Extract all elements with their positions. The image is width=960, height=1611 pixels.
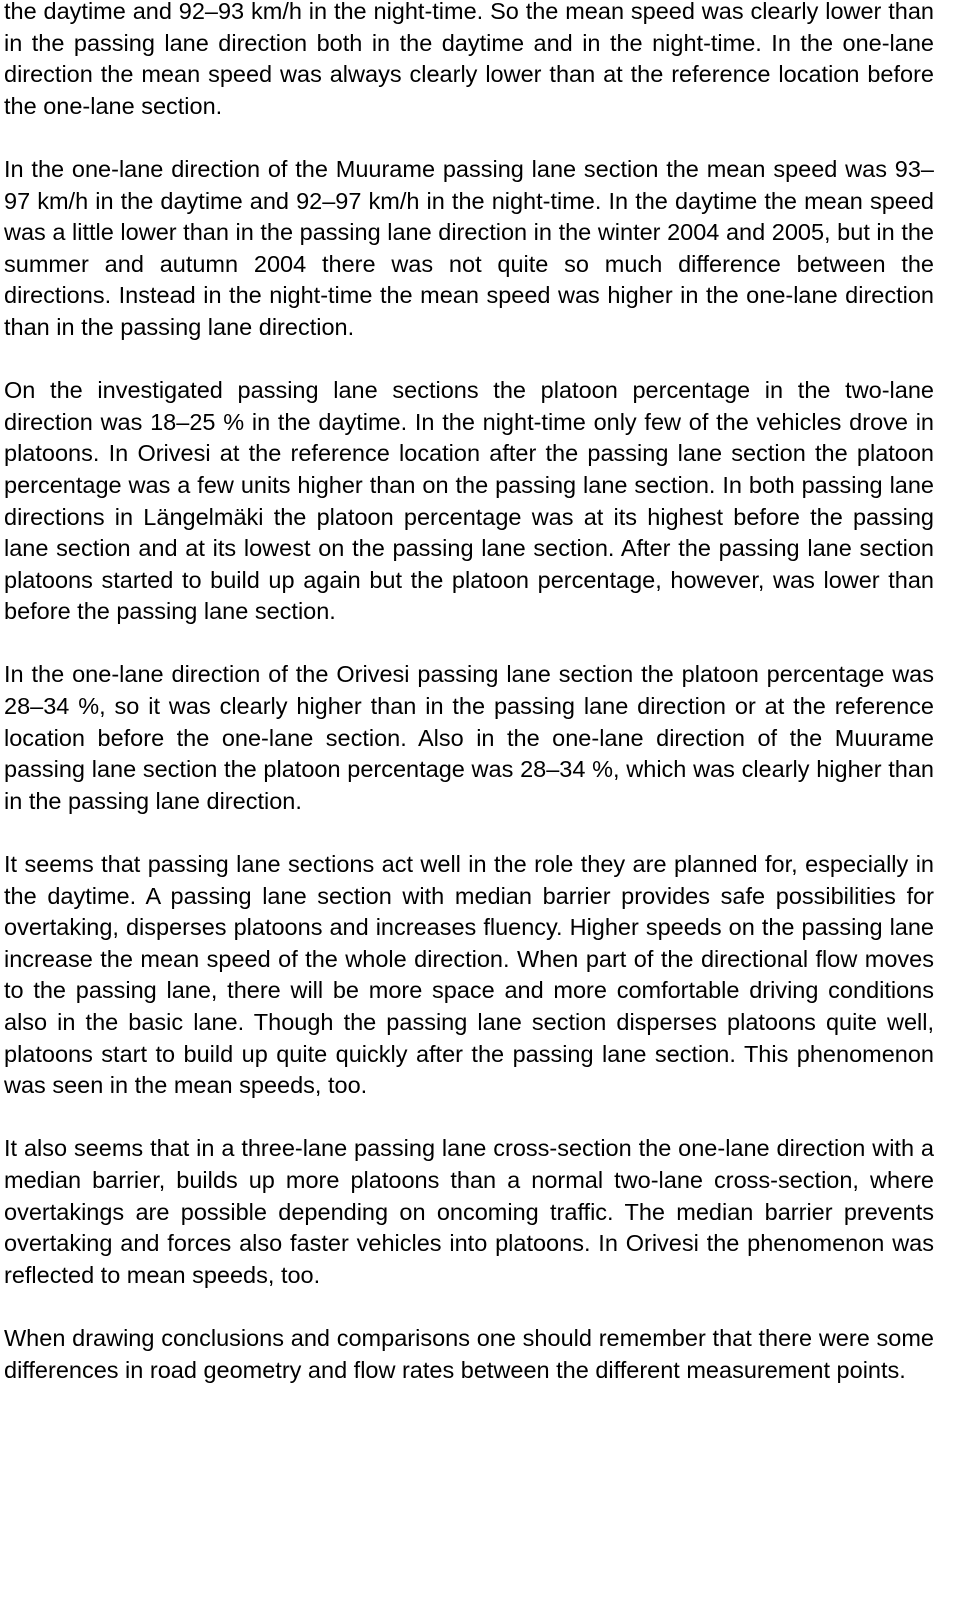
paragraph-7: When drawing conclusions and comparisons one should remember that there were some differences in road geometry and flow rates between the different measurement points. bbox=[4, 1324, 934, 1383]
paragraph-3: On the investigated passing lane sections the platoon percentage in the two-lane direction was 18–25 % in the daytime. In the night-time only few of the vehicles drove in platoons. In Orivesi at the reference location after the passing lane section the platoon percentage was a few units higher than on the passing lane section. In both passing lane directions in Längelmäki the platoon percentage was at its highest before the passing lane section and at its lowest on the passing lane section. After the passing lane section platoons started to build up again but the platoon percentage, however, was lower than before the passing lane section. bbox=[4, 377, 934, 625]
paragraph-5: It seems that passing lane sections act well in the role they are planned for, especially in the daytime. A passing lane section with median barrier provides safe possibilities for overtaking, disperses platoons and increases fluency. Higher speeds on the passing lane increase the mean speed of the whole direction. When part of the directional flow moves to the passing lane, there will be more space and more comfortable driving conditions also in the basic lane. Though the passing lane section disperses platoons quite well, platoons start to build up quite quickly after the passing lane section. This phenomenon was seen in the mean speeds, too. bbox=[4, 851, 934, 1099]
paragraph-6: It also seems that in a three-lane passing lane cross-section the one-lane direction with a median barrier, builds up more platoons than a normal two-lane cross-section, where overtakings are possible depending on oncoming traffic. The median barrier prevents overtaking and forces also faster vehicles into platoons. In Orivesi the phenomenon was reflected to mean speeds, too. bbox=[4, 1135, 934, 1288]
paragraph-2: In the one-lane direction of the Muurame passing lane section the mean speed was 93–97 km/h in the daytime and 92–97 km/h in the night-time. In the daytime the mean speed was a little lower than in the passing lane direction in the winter 2004 and 2005, but in the summer and autumn 2004 there was not quite so much difference between the directions. Instead in the night-time the mean speed was higher in the one-lane direction than in the passing lane direction. bbox=[4, 155, 934, 340]
paragraph-1: the daytime and 92–93 km/h in the night-time. So the mean speed was clearly lower than in the passing lane direction both in the daytime and in the night-time. In the one-lane direction the mean speed was always clearly lower than at the reference location before the one-lane section. bbox=[4, 0, 934, 119]
paragraph-4: In the one-lane direction of the Orivesi passing lane section the platoon percentage was 28–34 %, so it was clearly higher than in the passing lane direction or at the reference location before the one-lane section. Also in the one-lane direction of the Muurame passing lane section the platoon percentage was 28–34 %, which was clearly higher than in the passing lane direction. bbox=[4, 661, 934, 814]
